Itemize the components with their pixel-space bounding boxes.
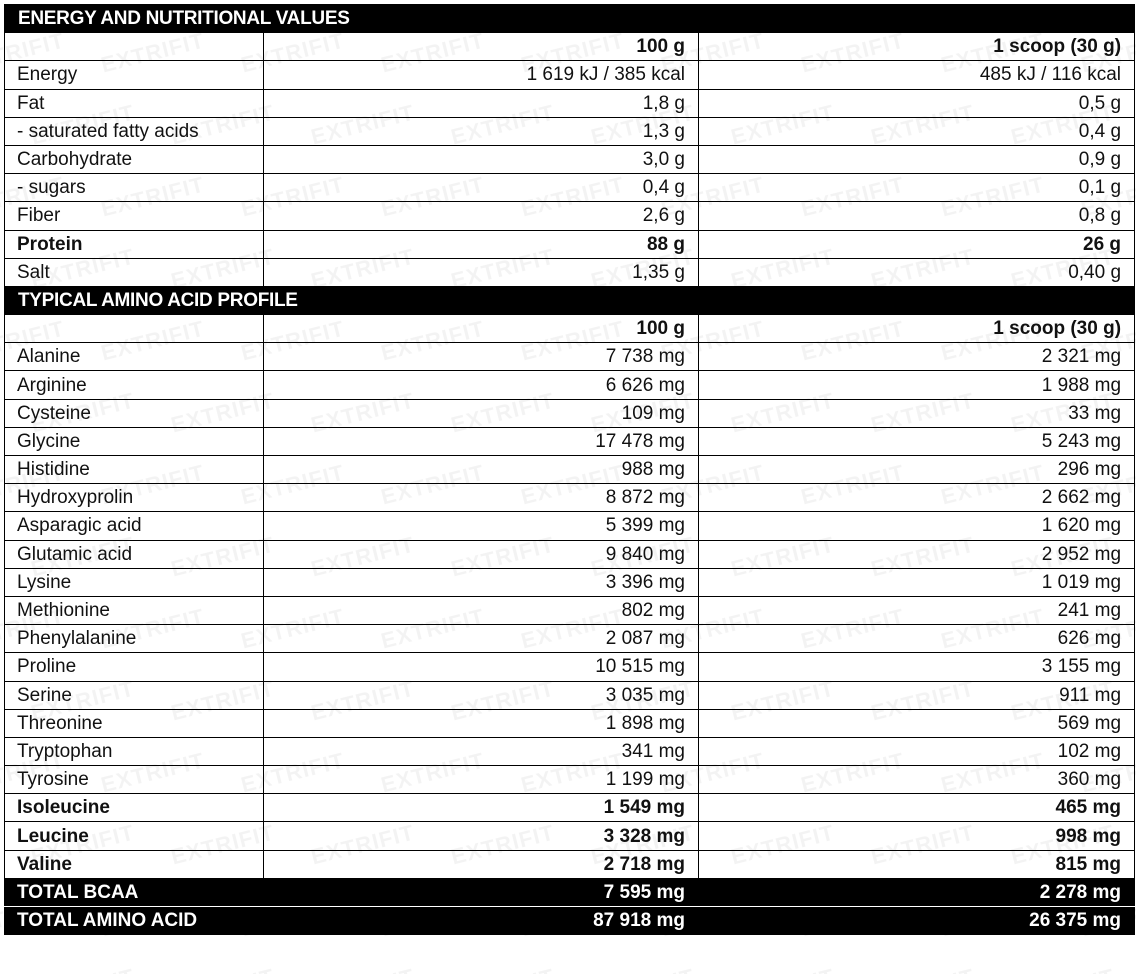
value-scoop: 0,5 g [699,89,1135,117]
value-100g: 109 mg [264,399,699,427]
amino-row [5,512,1135,540]
value-scoop: 0,40 g [699,258,1135,286]
energy-row [5,258,1135,286]
amino-row [5,794,1135,822]
row-label: Glycine [5,427,264,455]
value-scoop: 0,8 g [699,202,1135,230]
amino-col-100g: 100 g [264,315,699,343]
watermark-text [448,964,557,974]
energy-row [5,174,1135,202]
value-scoop: 465 mg [699,794,1135,822]
value-scoop: 2 662 mg [699,484,1135,512]
value-100g: 8 872 mg [264,484,699,512]
row-label: Leucine [5,822,264,850]
amino-row [5,540,1135,568]
row-label: Cysteine [5,399,264,427]
value-100g: 9 840 mg [264,540,699,568]
value-100g: 1 199 mg [264,766,699,794]
value-100g: 3 328 mg [264,822,699,850]
value-100g: 802 mg [264,596,699,624]
amino-row [5,456,1135,484]
watermark-text [28,964,137,974]
energy-column-header [5,33,1135,61]
row-label: Lysine [5,568,264,596]
value-scoop: 626 mg [699,625,1135,653]
value-100g: 7 595 mg [264,878,699,906]
energy-header-blank [5,33,264,61]
row-label: - saturated fatty acids [5,117,264,145]
amino-section-header [5,286,1135,314]
energy-row [5,117,1135,145]
value-scoop: 2 952 mg [699,540,1135,568]
amino-row [5,681,1135,709]
row-label: Threonine [5,709,264,737]
value-100g: 2 718 mg [264,850,699,878]
amino-row [5,653,1135,681]
value-100g: 6 626 mg [264,371,699,399]
value-scoop: 1 019 mg [699,568,1135,596]
row-label: Alanine [5,343,264,371]
value-100g: 3 396 mg [264,568,699,596]
value-scoop: 1 988 mg [699,371,1135,399]
row-label: Fiber [5,202,264,230]
value-scoop: 998 mg [699,822,1135,850]
value-100g: 10 515 mg [264,653,699,681]
energy-row [5,202,1135,230]
value-100g: 88 g [264,230,699,258]
value-scoop: 2 321 mg [699,343,1135,371]
row-label: Asparagic acid [5,512,264,540]
value-100g: 1,35 g [264,258,699,286]
row-label: Phenylalanine [5,625,264,653]
value-100g: 2 087 mg [264,625,699,653]
amino-column-header [5,315,1135,343]
watermark-text [1008,964,1117,974]
amino-section-title: TYPICAL AMINO ACID PROFILE [5,286,1135,314]
energy-row [5,61,1135,89]
amino-row [5,625,1135,653]
value-scoop: 241 mg [699,596,1135,624]
watermark-text [588,964,697,974]
row-label: Methionine [5,596,264,624]
row-label: Glutamic acid [5,540,264,568]
energy-section-title: ENERGY AND NUTRITIONAL VALUES [5,5,1135,33]
row-label: Serine [5,681,264,709]
value-scoop: 0,1 g [699,174,1135,202]
value-100g: 87 918 mg [264,907,699,935]
value-scoop: 569 mg [699,709,1135,737]
amino-row [5,596,1135,624]
amino-row [5,850,1135,878]
row-label: Isoleucine [5,794,264,822]
value-scoop: 26 g [699,230,1135,258]
value-scoop: 33 mg [699,399,1135,427]
energy-row [5,145,1135,173]
energy-row [5,89,1135,117]
energy-col-100g: 100 g [264,33,699,61]
value-100g: 341 mg [264,737,699,765]
value-100g: 0,4 g [264,174,699,202]
row-label: Protein [5,230,264,258]
value-100g: 2,6 g [264,202,699,230]
value-scoop: 26 375 mg [699,907,1135,935]
amino-row [5,568,1135,596]
value-100g: 17 478 mg [264,427,699,455]
value-100g: 5 399 mg [264,512,699,540]
amino-row [5,737,1135,765]
value-scoop: 815 mg [699,850,1135,878]
energy-col-scoop: 1 scoop (30 g) [699,33,1135,61]
amino-row [5,709,1135,737]
value-scoop: 102 mg [699,737,1135,765]
value-100g: 1 898 mg [264,709,699,737]
value-scoop: 296 mg [699,456,1135,484]
amino-row [5,484,1135,512]
row-label: Tyrosine [5,766,264,794]
value-scoop: 911 mg [699,681,1135,709]
row-label: Hydroxyprolin [5,484,264,512]
row-label: Tryptophan [5,737,264,765]
row-label: - sugars [5,174,264,202]
value-scoop: 0,9 g [699,145,1135,173]
amino-row [5,822,1135,850]
amino-row [5,371,1135,399]
amino-row [5,399,1135,427]
value-100g: 1 549 mg [264,794,699,822]
value-100g: 1,8 g [264,89,699,117]
value-scoop: 0,4 g [699,117,1135,145]
value-scoop: 360 mg [699,766,1135,794]
value-100g: 1,3 g [264,117,699,145]
total-row [5,907,1135,935]
watermark-text [168,964,277,974]
value-scoop: 1 620 mg [699,512,1135,540]
nutrition-table [4,4,1135,935]
watermark-text [728,964,837,974]
energy-section-header [5,5,1135,33]
watermark-text [308,964,417,974]
value-scoop: 485 kJ / 116 kcal [699,61,1135,89]
row-label: Arginine [5,371,264,399]
value-100g: 988 mg [264,456,699,484]
row-label: Energy [5,61,264,89]
value-100g: 3,0 g [264,145,699,173]
value-scoop: 2 278 mg [699,878,1135,906]
value-100g: 1 619 kJ / 385 kcal [264,61,699,89]
amino-row [5,427,1135,455]
row-label: TOTAL AMINO ACID [5,907,264,935]
value-scoop: 5 243 mg [699,427,1135,455]
energy-row [5,230,1135,258]
amino-row [5,766,1135,794]
value-scoop: 3 155 mg [699,653,1135,681]
value-100g: 7 738 mg [264,343,699,371]
amino-col-scoop: 1 scoop (30 g) [699,315,1135,343]
row-label: Salt [5,258,264,286]
row-label: TOTAL BCAA [5,878,264,906]
row-label: Proline [5,653,264,681]
row-label: Carbohydrate [5,145,264,173]
row-label: Histidine [5,456,264,484]
row-label: Fat [5,89,264,117]
value-100g: 3 035 mg [264,681,699,709]
amino-row [5,343,1135,371]
amino-header-blank [5,315,264,343]
row-label: Valine [5,850,264,878]
watermark-text [868,964,977,974]
total-row [5,878,1135,906]
